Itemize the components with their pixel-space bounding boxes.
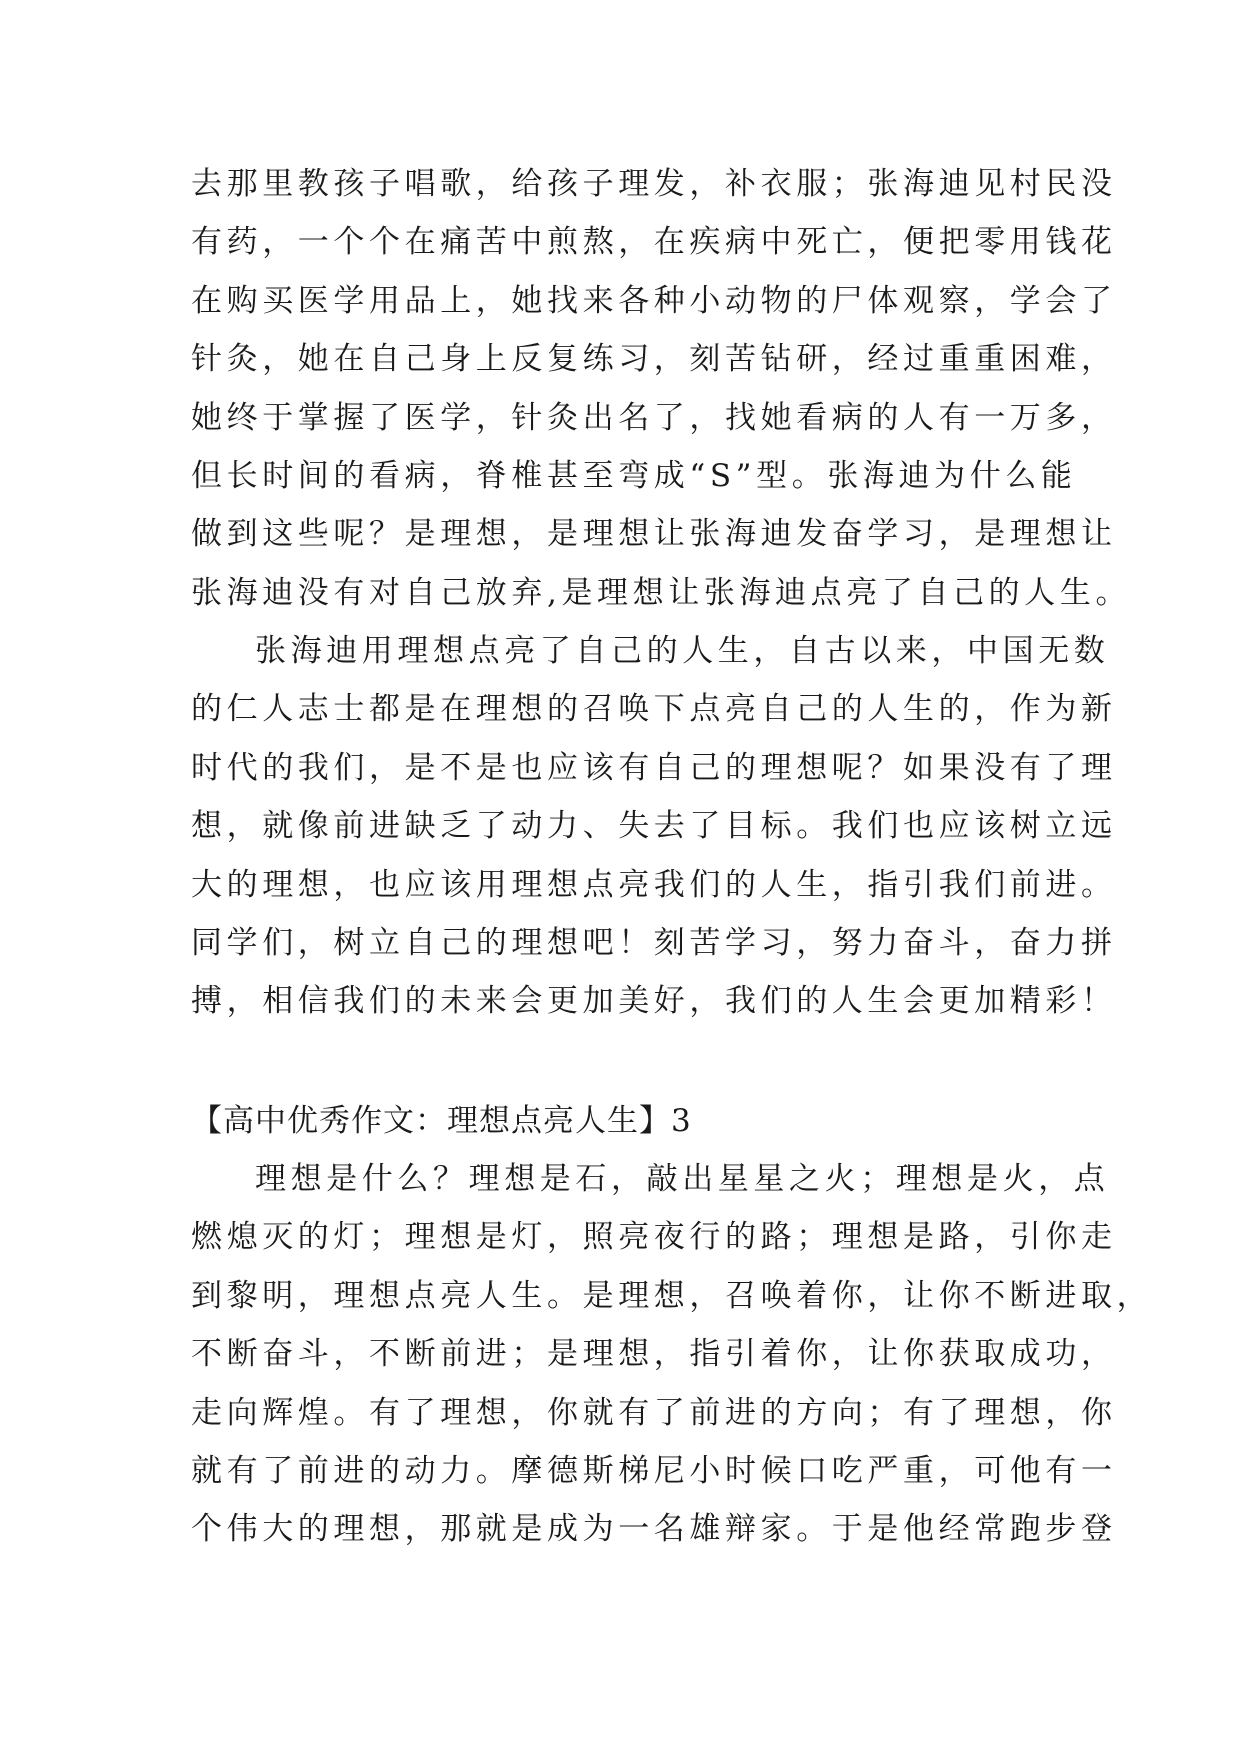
text-line: 做到这些呢？是理想，是理想让张海迪发奋学习，是理想让	[191, 516, 1117, 553]
text-line: 想，就像前进缺乏了动力、失去了目标。我们也应该树立远	[191, 808, 1117, 845]
paragraph-conclusion	[191, 622, 1117, 1031]
paragraph-essay-3	[191, 1150, 1153, 1559]
text-line: 的仁人志士都是在理想的召唤下点亮自己的人生的，作为新	[191, 691, 1117, 728]
text-line: 张海迪用理想点亮了自己的人生，自古以来，中国无数	[255, 633, 1110, 669]
text-line: 到黎明，理想点亮人生。是理想，召唤着你，让你不断进取，	[191, 1277, 1153, 1314]
text-line: 在购买医学用品上，她找来各种小动物的尸体观察，学会了	[191, 282, 1117, 319]
text-line: 张海迪没有对自己放弃,是理想让张海迪点亮了自己的人生。	[191, 574, 1132, 611]
text-line: 时代的我们，是不是也应该有自己的理想呢？如果没有了理	[191, 749, 1117, 786]
text-line: 同学们，树立自己的理想吧！刻苦学习，努力奋斗，奋力拼	[191, 924, 1117, 961]
text-line: 大的理想，也应该用理想点亮我们的人生，指引我们前进。	[191, 866, 1117, 903]
text-line: 不断奋斗，不断前进；是理想，指引着你，让你获取成功，	[191, 1336, 1117, 1373]
essay-heading: 【高中优秀作文：理想点亮人生】3	[191, 1103, 692, 1139]
text-line: 理想是什么？理想是石，敲出星星之火；理想是火，点	[255, 1161, 1110, 1197]
text-line: 走向辉煌。有了理想，你就有了前进的方向；有了理想，你	[191, 1394, 1117, 1431]
text-line: 但长时间的看病，脊椎甚至弯成“S”型。张海迪为什么能	[191, 457, 1077, 494]
text-line: 燃熄灭的灯；理想是灯，照亮夜行的路；理想是路，引你走	[191, 1219, 1117, 1256]
text-line: 搏，相信我们的未来会更加美好，我们的人生会更加精彩！	[191, 983, 1117, 1020]
text-line: 去那里教孩子唱歌，给孩子理发，补衣服；张海迪见村民没	[191, 166, 1117, 202]
text-line: 她终于掌握了医学，针灸出名了，找她看病的人有一万多，	[191, 399, 1117, 436]
paragraph-continued	[191, 155, 1132, 622]
text-line: 就有了前进的动力。摩德斯梯尼小时候口吃严重，可他有一	[191, 1452, 1117, 1489]
text-line: 有药，一个个在痛苦中煎熬，在疾病中死亡，便把零用钱花	[191, 224, 1117, 261]
text-line: 针灸，她在自己身上反复练习，刻苦钻研，经过重重困难，	[191, 341, 1117, 378]
text-line: 个伟大的理想，那就是成为一名雄辩家。于是他经常跑步登	[191, 1511, 1117, 1548]
